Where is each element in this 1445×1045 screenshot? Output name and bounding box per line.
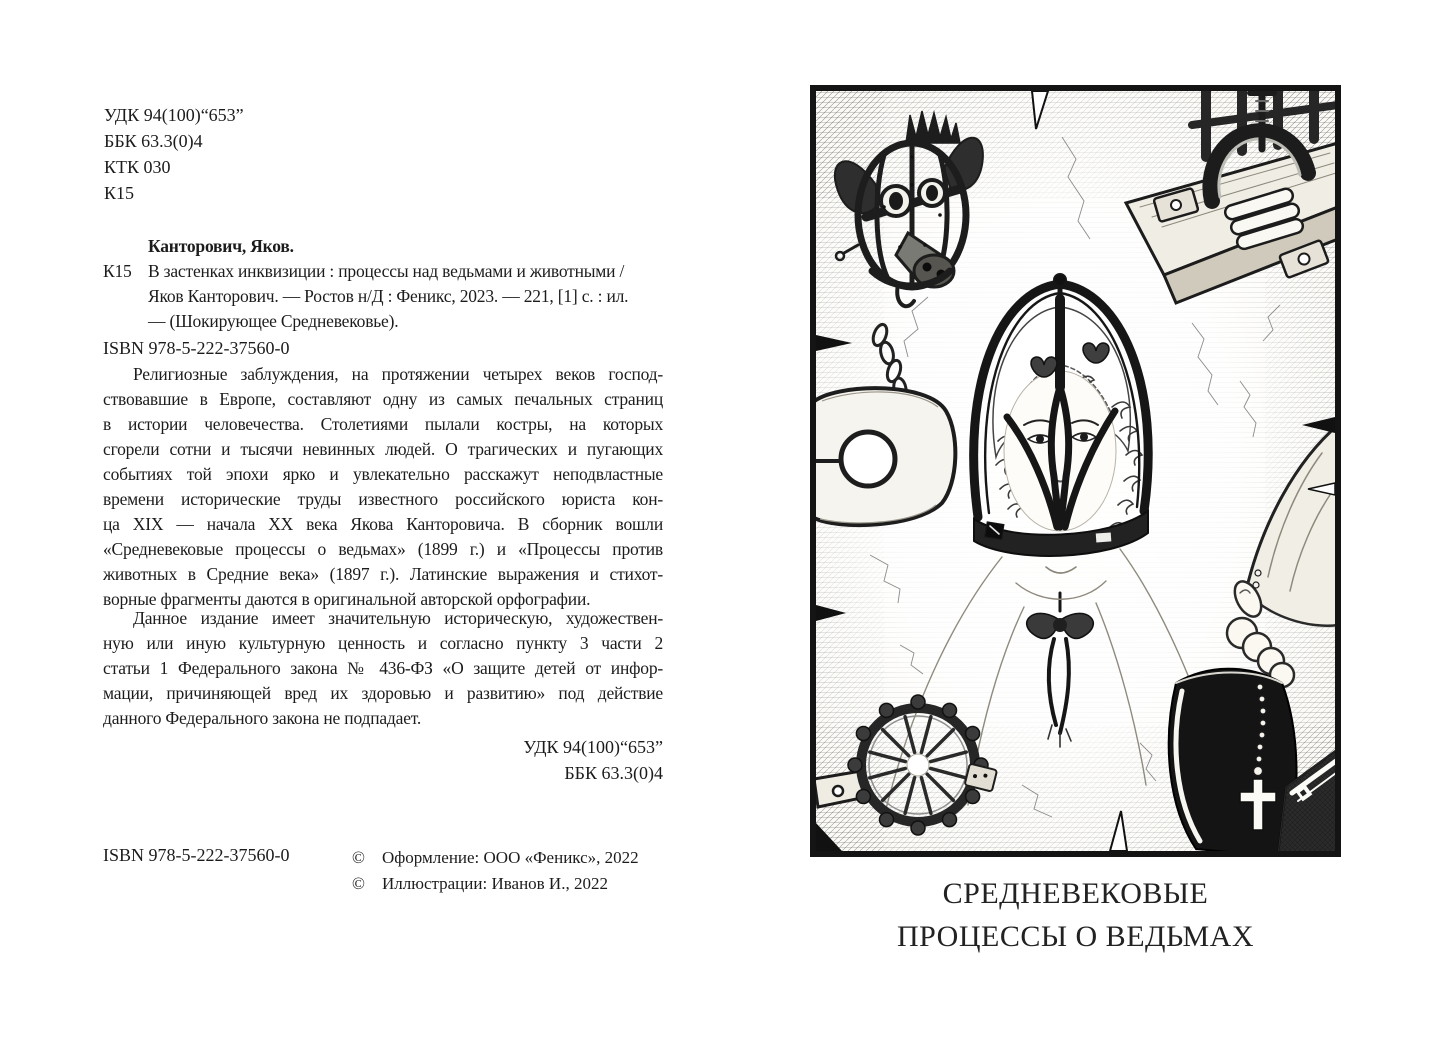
catalog-author: Канторович, Яков. (148, 236, 294, 256)
udc-line: УДК 94(100)“653” (104, 105, 244, 125)
isbn-bottom: ISBN 978-5-222-37560-0 (103, 845, 290, 865)
annotation-line: ствовавшие в Европе, составляют одну из самых печальных страниц (103, 389, 663, 409)
annotation-line: ворные фрагменты даются в оригинальной авторской орфографии. (103, 589, 591, 609)
annotation-line: животных в Средние века» (1897 г.). Латинские выражения и стихот- (103, 564, 663, 584)
section-title-line2: ПРОЦЕССЫ О ВЕДЬМАХ (896, 920, 1255, 953)
annotation-line: сгорели сотни и тысячи невинных людей. О трагических и пугающих (103, 439, 663, 459)
catalog-line: Яков Канторович. — Ростов н/Д : Феникс, 2023. — 221, [1] с. : ил. (148, 286, 629, 306)
annotation-line: времени исторические труды известного российского юриста кон- (103, 489, 663, 509)
legal-line: данного Федерального закона не подпадает. (103, 708, 422, 728)
copyright-illustrations-line: © Иллюстрации: Иванов И., 2022 (352, 871, 639, 897)
legal-line: мации, причиняющей вред их здоровью и развитию» под действие (103, 683, 663, 703)
section-title-line1: СРЕДНЕВЕКОВЫЕ (942, 877, 1209, 910)
ktk-line: КТК 030 (104, 157, 171, 177)
catalog-card (103, 234, 668, 334)
legal-line: Данное издание имеет значительную историческую, художествен- (133, 608, 663, 628)
author-sign-line: К15 (104, 183, 135, 203)
annotation-line: Религиозные заблуждения, на протяжении четырех веков господ- (133, 364, 663, 384)
legal-line: статьи 1 Федерального закона № 436-ФЗ «О защите детей от инфор- (103, 658, 663, 678)
udc-bottom-line: УДК 94(100)“653” (523, 737, 663, 757)
copyright-icon: © (352, 848, 365, 867)
catalog-entry-code: К15 (103, 261, 132, 281)
annotation-paragraph (103, 362, 663, 612)
copyright-design-line: © Оформление: ООО «Феникс», 2022 (352, 845, 639, 871)
annotation-line: ца XIX — начала XX века Якова Канторовича. В сборник вошли (103, 514, 663, 534)
isbn-top: ISBN 978-5-222-37560-0 (103, 338, 290, 358)
udc-bbk-bottom-block (103, 734, 687, 786)
catalog-line: — (Шокирующее Средневековье). (148, 311, 399, 331)
bbk-bottom-line: ББК 63.3(0)4 (564, 763, 663, 783)
legal-line: ную или иную культурную ценность и согласно пункту 3 части 2 (103, 633, 663, 653)
copyright-block (352, 845, 639, 897)
copyright-icon: © (352, 874, 365, 893)
legal-notice-paragraph (103, 606, 663, 731)
annotation-line: «Средневековые процессы о ведьмах» (1899 г.) и «Процессы против (103, 539, 663, 559)
catalog-line: В застенках инквизиции : процессы над ведьмами и животными / (148, 261, 625, 281)
annotation-line: в истории человечества. Столетиями пылали костры, на которых (103, 414, 663, 434)
classification-block (104, 102, 244, 206)
torture-devices-illustration (810, 85, 1341, 857)
annotation-line: событиях той эпохи ярко и увлекательно расскажут неподвластные (103, 464, 663, 484)
section-title (810, 872, 1341, 958)
bbk-line: ББК 63.3(0)4 (104, 131, 203, 151)
